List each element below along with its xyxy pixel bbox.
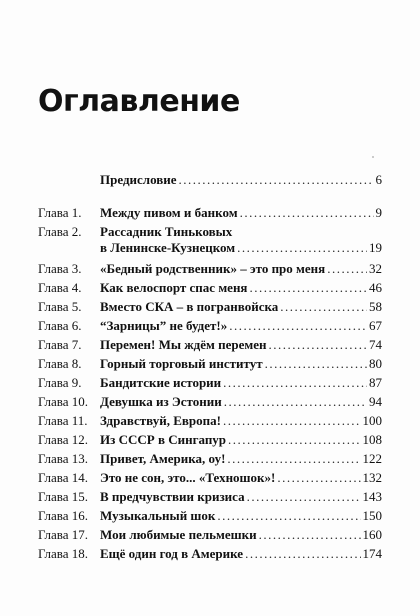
dot-leader: [224, 394, 367, 410]
toc-line: [100, 261, 382, 277]
toc-entry-page: 32: [369, 261, 382, 276]
toc-line: [100, 470, 382, 486]
toc-entry-page: 9: [375, 205, 382, 220]
chapter-label: Глава 12.: [38, 432, 89, 447]
toc-entry-chapter-6[interactable]: [0, 318, 420, 334]
dot-leader: [249, 280, 367, 296]
toc-entry-chapter-2[interactable]: [0, 224, 420, 255]
toc-line: [100, 299, 382, 315]
dot-leader: [223, 413, 361, 429]
toc-entry-page: 6: [375, 172, 382, 187]
toc-entry-page: 122: [362, 451, 382, 466]
toc-entry-page: 74: [369, 337, 382, 352]
dot-leader: [240, 205, 374, 221]
toc-line: [100, 546, 382, 562]
toc-entry-page: 67: [369, 318, 382, 333]
chapter-label: Глава 1.: [38, 205, 82, 220]
toc-entry-page: 108: [362, 432, 382, 447]
dot-leader: [265, 356, 367, 372]
dot-leader: [229, 318, 367, 334]
toc-entry-page: 46: [369, 280, 382, 295]
toc-entry-title: Привет, Америка, оу!: [100, 451, 226, 466]
toc-entry-title: Вместо СКА – в погранвойска: [100, 299, 279, 314]
toc-entry-preface[interactable]: [0, 172, 420, 188]
toc-entry-chapter-18[interactable]: [0, 546, 420, 562]
chapter-label: Глава 7.: [38, 337, 82, 352]
toc-line: [100, 451, 382, 467]
toc-entry-chapter-1[interactable]: [0, 205, 420, 221]
toc-line: [100, 337, 382, 353]
chapter-label: Глава 16.: [38, 508, 89, 523]
toc-entry-chapter-15[interactable]: [0, 489, 420, 505]
dot-leader: [247, 489, 361, 505]
chapter-label: Глава 8.: [38, 356, 82, 371]
toc-entry-title: “Зарницы” не будет!»: [100, 318, 228, 333]
toc-entry-page: 132: [362, 470, 382, 485]
toc-entry-title: Ещё один год в Америке: [100, 546, 244, 561]
toc-line: [100, 375, 382, 391]
toc-entry-chapter-4[interactable]: [0, 280, 420, 296]
toc-entry-title: Предисловие: [100, 172, 177, 187]
toc-line: [100, 356, 382, 372]
chapter-label: Глава 6.: [38, 318, 82, 333]
toc-line: [100, 280, 382, 296]
toc-entry-chapter-9[interactable]: [0, 375, 420, 391]
toc-entry-chapter-10[interactable]: [0, 394, 420, 410]
dot-leader: [179, 172, 374, 188]
dot-leader: [259, 527, 361, 543]
toc-entry-page: 160: [362, 527, 382, 542]
toc-entry-page: 100: [362, 413, 382, 428]
chapter-label: Глава 14.: [38, 470, 89, 485]
toc-entry-title: Перемен! Мы ждём перемен: [100, 337, 267, 352]
toc-entry-page: 58: [369, 299, 382, 314]
toc-entry-page: 94: [369, 394, 382, 409]
toc-entry-title: «Бедный родственник» – это про меня: [100, 261, 326, 276]
chapter-label: Глава 11.: [38, 413, 88, 428]
chapter-label: Глава 4.: [38, 280, 82, 295]
dot-leader: [277, 470, 360, 486]
dot-leader: [327, 261, 367, 277]
chapter-label: Глава 15.: [38, 489, 89, 504]
toc-entry-title: Мои любимые пельмешки: [100, 527, 257, 542]
chapter-label: Глава 18.: [38, 546, 89, 561]
toc-line: [100, 508, 382, 524]
toc-entry-chapter-17[interactable]: [0, 527, 420, 543]
toc-entry-chapter-11[interactable]: [0, 413, 420, 429]
toc-line: [100, 318, 382, 334]
toc-line: [100, 205, 382, 221]
chapter-label: Глава 13.: [38, 451, 89, 466]
toc-line: [100, 394, 382, 410]
toc-entry-chapter-8[interactable]: [0, 356, 420, 372]
dot-leader: [280, 299, 367, 315]
dot-leader: [227, 451, 360, 467]
chapter-label: Глава 9.: [38, 375, 82, 390]
toc-entry-title: Горный торговый институт: [100, 356, 263, 371]
chapter-label: Глава 5.: [38, 299, 82, 314]
toc-entry-title-line1: Рассадник Тиньковых: [100, 224, 233, 239]
toc-entry-chapter-7[interactable]: [0, 337, 420, 353]
toc-entry-chapter-3[interactable]: [0, 261, 420, 277]
dot-leader: [237, 240, 367, 256]
toc-entry-title: Из СССР в Сингапур: [100, 432, 227, 447]
toc-entry-page: 87: [369, 375, 382, 390]
chapter-label: Глава 10.: [38, 394, 89, 409]
toc-line: [100, 489, 382, 505]
toc-line: [100, 172, 382, 188]
toc-entry-page: 80: [369, 356, 382, 371]
toc-entry-page: 174: [362, 546, 382, 561]
toc-entry-chapter-16[interactable]: [0, 508, 420, 524]
toc-entry-chapter-14[interactable]: [0, 470, 420, 486]
dot-leader: [223, 375, 367, 391]
toc-entry-chapter-13[interactable]: [0, 451, 420, 467]
toc-entry-title: Это не сон, это... «Техношок»!: [100, 470, 276, 485]
page-title: Оглавление: [38, 84, 240, 119]
toc-entry-chapter-5[interactable]: [0, 299, 420, 315]
toc-entry-page: 150: [362, 508, 382, 523]
toc-entry-title: Здравствуй, Европа!: [100, 413, 221, 428]
dot-leader: [217, 508, 360, 524]
toc-entry-title: Как велоспорт спас меня: [100, 280, 248, 295]
dot-leader: [245, 546, 360, 562]
toc-entry-title: Бандитские истории: [100, 375, 222, 390]
toc-entry-title: Музыкальный шок: [100, 508, 216, 523]
toc-entry-chapter-12[interactable]: [0, 432, 420, 448]
toc-line: [100, 413, 382, 429]
toc-entry-title: В предчувствии кризиса: [100, 489, 245, 504]
toc-line: [100, 240, 382, 256]
toc-entry-title: в Ленинске-Кузнецком: [100, 240, 236, 255]
chapter-label: Глава 3.: [38, 261, 82, 276]
toc-entry-title: Девушка из Эстонии: [100, 394, 222, 409]
toc-entry-page: 143: [362, 489, 382, 504]
toc-line: [100, 527, 382, 543]
toc-line: [100, 432, 382, 448]
dot-leader: [269, 337, 368, 353]
chapter-label: Глава 2.: [38, 224, 82, 239]
dot-leader: [228, 432, 360, 448]
toc-entry-title: Между пивом и банком: [100, 205, 238, 220]
toc-entry-page: 19: [369, 240, 382, 255]
chapter-label: Глава 17.: [38, 527, 89, 542]
